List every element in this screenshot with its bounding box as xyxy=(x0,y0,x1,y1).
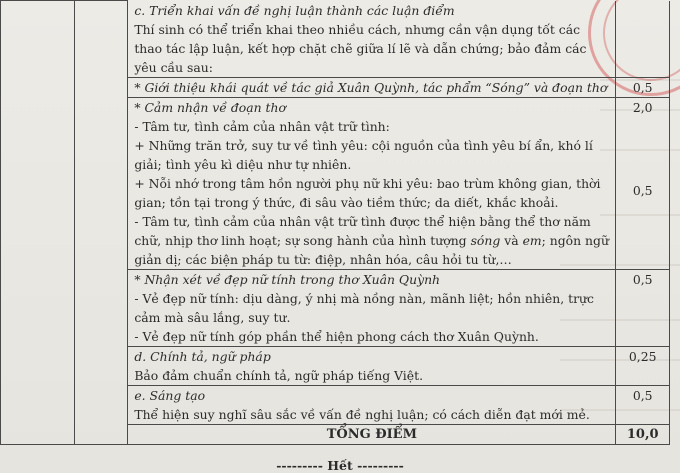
feel-score-main: 2,0 xyxy=(632,99,653,115)
feel-score xyxy=(616,97,670,269)
beauty-score: 0,5 xyxy=(616,269,670,346)
section-c-description: Thí sinh có thể triển khai theo nhiều cách, nhưng cần vận dụng tốt các thao tác lập luận, kết hợp chặt chẽ giữa lí lẽ và dẫn chứng; bảo đảm các yêu cầu sau: xyxy=(134,21,587,75)
spelling-text: Bảo đảm chuẩn chính tả, ngữ pháp tiếng Việt. xyxy=(134,367,424,383)
intro-text: * Giới thiệu khái quát về tác giả Xuân Quỳnh, tác phẩm “Sóng” và đoạn thơ xyxy=(134,79,608,95)
feel-line-1: - Tâm tư, tình cảm của nhân vật trữ tình: xyxy=(134,118,390,134)
beauty-cell xyxy=(128,269,616,346)
beauty-line-1: - Vẻ đẹp nữ tính: dịu dàng, ý nhị mà nồng nàn, mãnh liệt; hồn nhiên, trực cảm mà sâu lắng, suy tư. xyxy=(134,290,594,325)
total-label: TỔNG ĐIỂM xyxy=(128,424,616,444)
row-section-c xyxy=(1,1,670,78)
spelling-score: 0,25 xyxy=(616,346,670,385)
intro-score: 0,5 xyxy=(616,77,670,97)
beauty-line-2: - Vẻ đẹp nữ tính góp phần thể hiện phong cách thơ Xuân Quỳnh. xyxy=(134,328,539,344)
section-c-cell xyxy=(128,1,616,78)
feel-line-3: + Nỗi nhớ trong tâm hồn người phụ nữ khi yêu: bao trùm không gian, thời gian; tồn tại trong ý thức, đi sâu vào tiềm thức; da diết, khắc khoải. xyxy=(134,175,601,210)
creative-text: Thể hiện suy nghĩ sâu sắc về vấn đề nghị luận; có cách diễn đạt mới mẻ. xyxy=(134,406,590,422)
spelling-cell xyxy=(128,346,616,385)
creative-heading: e. Sáng tạo xyxy=(134,387,206,403)
creative-cell xyxy=(128,385,616,424)
feel-line-2: + Những trăn trở, suy tư về tình yêu: cội nguồn của tình yêu bí ẩn, khó lí giải; tình yêu kì diệu như tự nhiên. xyxy=(134,137,593,172)
total-score: 10,0 xyxy=(616,424,670,444)
feel-heading: * Cảm nhận về đoạn thơ xyxy=(134,99,286,115)
intro-cell xyxy=(128,77,616,97)
beauty-heading: * Nhận xét về đẹp nữ tính trong thơ Xuân Quỳnh xyxy=(134,271,441,287)
feel-line-4: - Tâm tư, tình cảm của nhân vật trữ tình được thể hiện bằng thể thơ năm chữ, nhịp thơ linh hoạt; sự song hành của hình tượng sóng và em; ngôn ngữ giản dị; các biện pháp tu từ: điệp, nhân hóa, câu hỏi tu từ,… xyxy=(134,213,609,267)
end-marker: --------- Hết --------- xyxy=(276,458,404,473)
section-c-score xyxy=(616,1,670,78)
spelling-heading: d. Chính tả, ngữ pháp xyxy=(134,348,271,364)
col-question xyxy=(74,1,128,445)
col-part xyxy=(1,1,75,445)
feel-score-art: 0,5 xyxy=(632,182,653,198)
creative-score: 0,5 xyxy=(616,385,670,424)
feel-cell xyxy=(128,97,616,269)
section-c-heading: c. Triển khai vấn đề nghị luận thành các luận điểm xyxy=(134,2,455,18)
